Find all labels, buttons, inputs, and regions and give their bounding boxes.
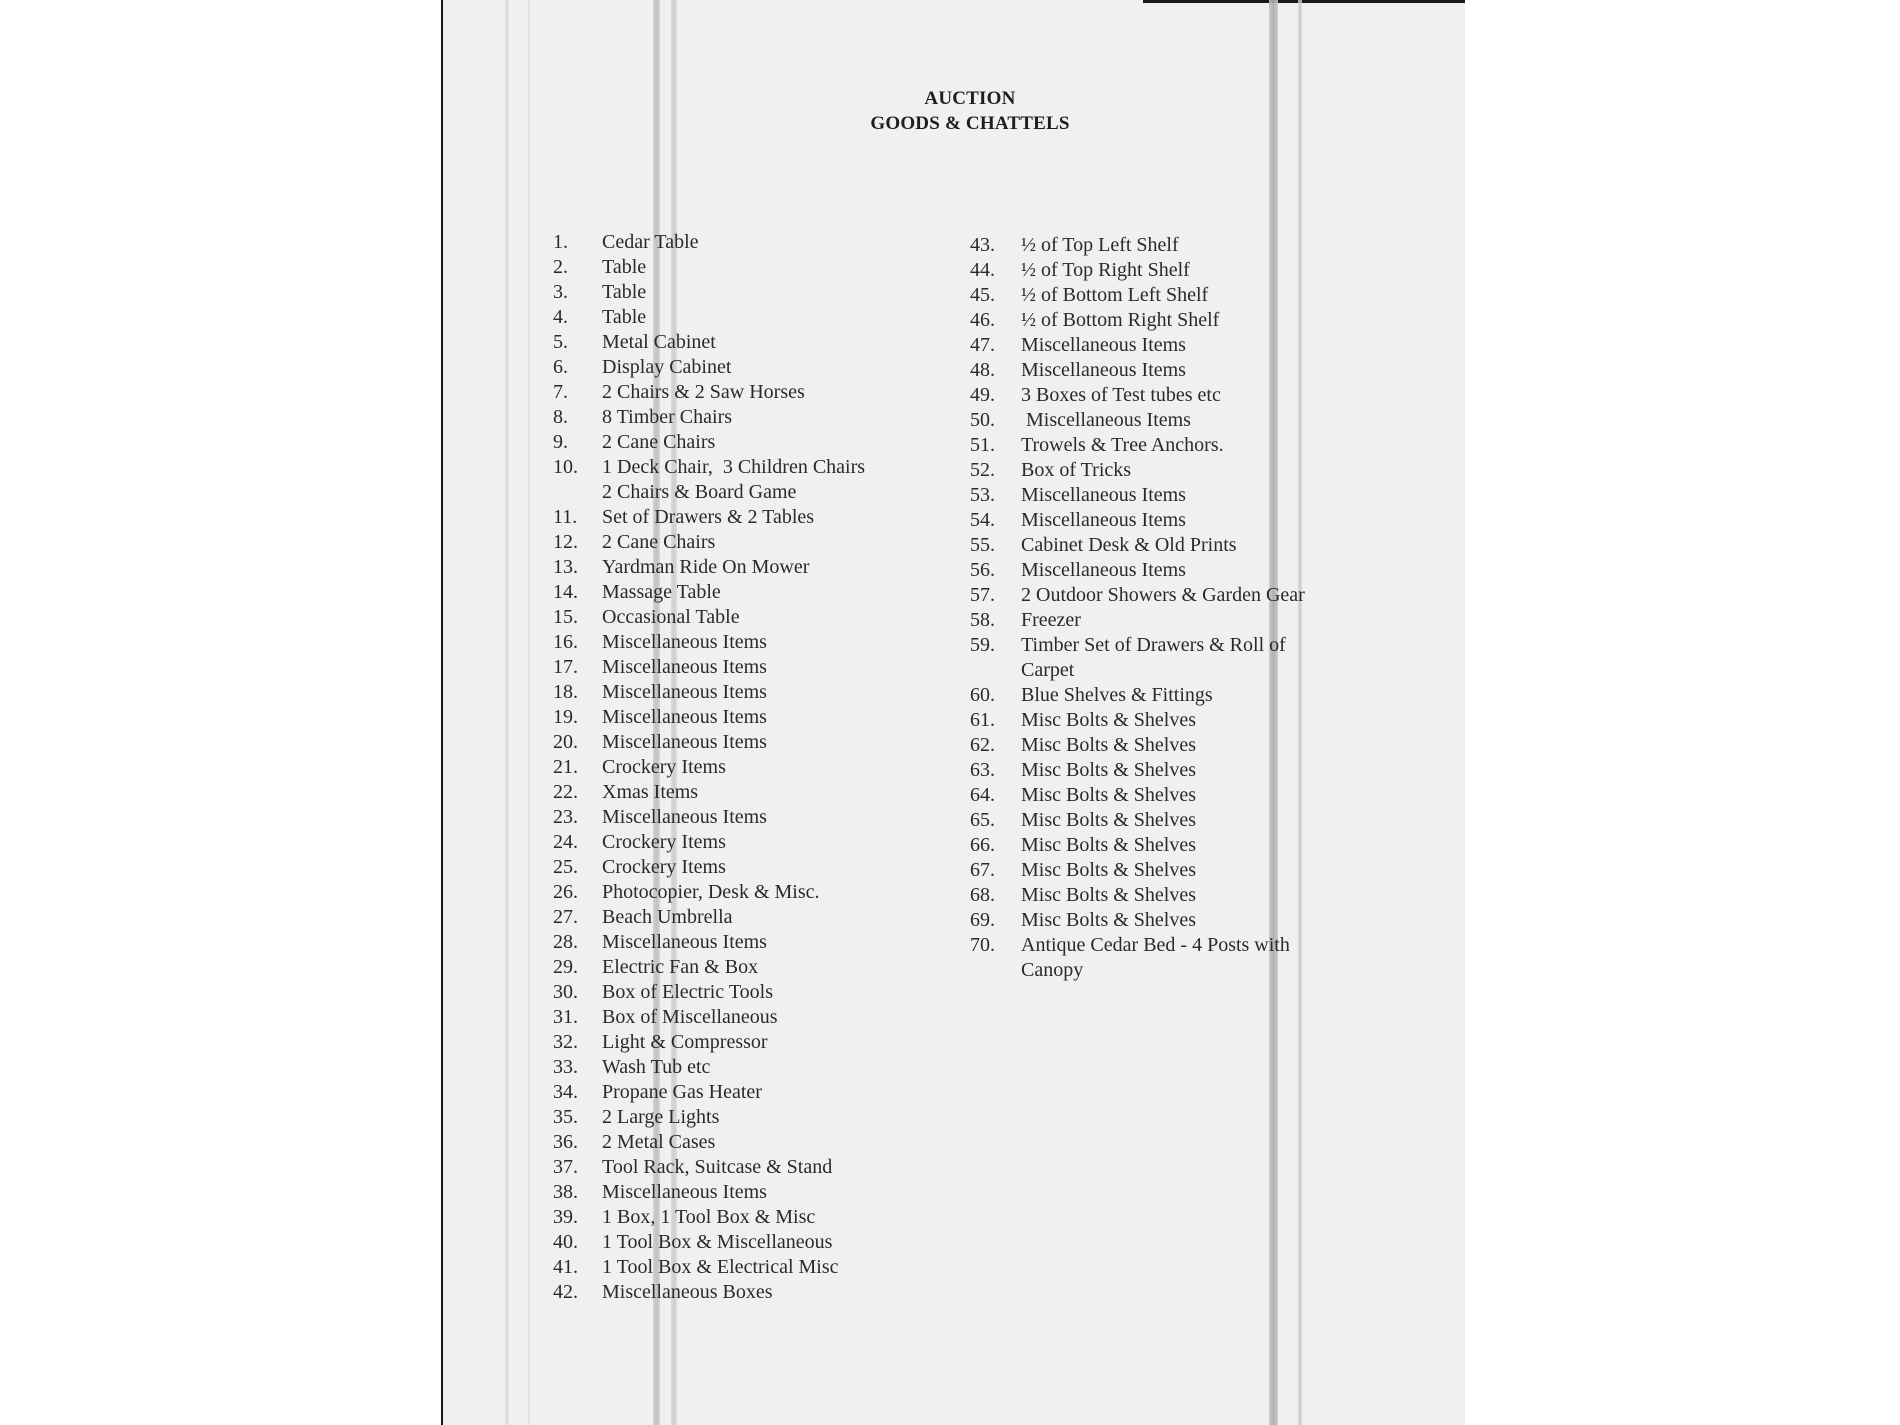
- lot-label: [602, 780, 698, 805]
- lot-label-line: Miscellaneous Items: [602, 706, 767, 728]
- lot-label-line: ½ of Bottom Right Shelf: [1021, 309, 1220, 331]
- lot-label-line: Miscellaneous Items: [602, 681, 767, 703]
- lot-label-line: Wash Tub etc: [602, 1056, 711, 1078]
- lot-label: [602, 880, 820, 905]
- lot-label: [602, 255, 646, 280]
- lot-number: 66.: [970, 834, 995, 856]
- lot-label: [1021, 483, 1186, 508]
- lot-number: 37.: [553, 1156, 578, 1178]
- lot-number: 38.: [553, 1181, 578, 1203]
- lot-number: 39.: [553, 1206, 578, 1228]
- lot-number: 20.: [553, 731, 578, 753]
- lot-label-line: Set of Drawers & 2 Tables: [602, 506, 815, 528]
- lot-label: [1021, 383, 1221, 408]
- lot-label-line: Display Cabinet: [602, 356, 732, 378]
- lot-number: 7.: [553, 381, 568, 403]
- lot-label-line: Antique Cedar Bed - 4 Posts with: [1021, 934, 1290, 956]
- lot-number: 21.: [553, 756, 578, 778]
- lot-number: 54.: [970, 509, 995, 531]
- lot-label-line: 2 Cane Chairs: [602, 431, 716, 453]
- lot-label: [602, 505, 814, 530]
- lot-number: 52.: [970, 459, 995, 481]
- lot-label: [602, 280, 646, 305]
- lot-label-line: 2 Chairs & 2 Saw Horses: [602, 381, 805, 403]
- lot-number: 48.: [970, 359, 995, 381]
- lot-number: 53.: [970, 484, 995, 506]
- lot-label-line: Cedar Table: [602, 231, 699, 253]
- lot-number: 62.: [970, 734, 995, 756]
- lot-number: 58.: [970, 609, 995, 631]
- lot-number: 59.: [970, 634, 995, 656]
- lot-label-line: ½ of Top Left Shelf: [1021, 234, 1179, 256]
- lot-label: [1021, 758, 1196, 783]
- lot-label-line: Crockery Items: [602, 856, 726, 878]
- lot-label-line: 3 Boxes of Test tubes etc: [1021, 384, 1221, 406]
- lot-label-line: Canopy: [1021, 959, 1084, 981]
- lot-label-line: Miscellaneous Items: [1021, 334, 1186, 356]
- lot-number: 63.: [970, 759, 995, 781]
- lot-number: 19.: [553, 706, 578, 728]
- lot-label: [602, 380, 805, 405]
- lot-number: 13.: [553, 556, 578, 578]
- lot-number: 2.: [553, 256, 568, 278]
- lot-label-line: Misc Bolts & Shelves: [1021, 784, 1197, 806]
- lot-label: [1021, 683, 1213, 708]
- lot-number: 22.: [553, 781, 578, 803]
- lot-label: [602, 1155, 832, 1180]
- lot-label-line: Timber Set of Drawers & Roll of: [1021, 634, 1286, 656]
- lot-number: 64.: [970, 784, 995, 806]
- lot-label-line: Miscellaneous Items: [602, 931, 767, 953]
- lot-label-line: Occasional Table: [602, 606, 740, 628]
- lot-label: [1021, 333, 1186, 358]
- lot-label: [1021, 358, 1186, 383]
- lot-label-line: Miscellaneous Items: [1021, 409, 1191, 431]
- lot-label: [602, 655, 767, 680]
- scan-streak: [1269, 0, 1278, 1425]
- lot-label: [602, 855, 726, 880]
- lot-number: 30.: [553, 981, 578, 1003]
- lot-number: 68.: [970, 884, 995, 906]
- lot-label-line: 1 Tool Box & Miscellaneous: [602, 1231, 833, 1253]
- lot-number: 12.: [553, 531, 578, 553]
- lot-label: [1021, 833, 1196, 858]
- lot-number: 67.: [970, 859, 995, 881]
- lot-label: [1021, 708, 1196, 733]
- lot-label: [602, 455, 865, 505]
- lot-label: [1021, 633, 1286, 683]
- lot-number: 49.: [970, 384, 995, 406]
- lot-label: [1021, 808, 1196, 833]
- lot-label: [602, 305, 646, 330]
- lot-number: 9.: [553, 431, 568, 453]
- lot-label-line: Blue Shelves & Fittings: [1021, 684, 1213, 706]
- lot-label: [602, 930, 767, 955]
- lot-label: [1021, 583, 1305, 608]
- lot-label: [1021, 233, 1179, 258]
- lot-label-line: Propane Gas Heater: [602, 1081, 762, 1103]
- lot-label: [1021, 408, 1191, 433]
- lot-number: 40.: [553, 1231, 578, 1253]
- lot-label: [602, 680, 767, 705]
- lot-label-line: Xmas Items: [602, 781, 699, 803]
- lot-label-line: ½ of Top Right Shelf: [1021, 259, 1190, 281]
- lot-label: [602, 530, 715, 555]
- lot-number: 65.: [970, 809, 995, 831]
- lot-label: [1021, 508, 1186, 533]
- lot-label: [602, 580, 721, 605]
- lot-number: 47.: [970, 334, 995, 356]
- lot-label: [1021, 433, 1224, 458]
- lot-number: 56.: [970, 559, 995, 581]
- lot-label-line: Misc Bolts & Shelves: [1021, 809, 1197, 831]
- lot-label: [602, 955, 758, 980]
- lot-number: 18.: [553, 681, 578, 703]
- lot-label: [602, 755, 726, 780]
- lot-label: [602, 830, 726, 855]
- lot-label-line: Freezer: [1021, 609, 1081, 631]
- lot-label-line: Miscellaneous Items: [1021, 359, 1186, 381]
- lot-number: 16.: [553, 631, 578, 653]
- lot-label: [602, 1055, 710, 1080]
- lot-label-line: Metal Cabinet: [602, 331, 716, 353]
- lot-label-line: 2 Cane Chairs: [602, 531, 716, 553]
- lot-label-line: Box of Miscellaneous: [602, 1006, 778, 1028]
- scan-streak: [505, 0, 509, 1425]
- lot-label: [602, 730, 767, 755]
- lot-label-line: Miscellaneous Items: [602, 656, 767, 678]
- lot-label: [1021, 858, 1196, 883]
- lot-label: [602, 1030, 768, 1055]
- lot-label: [602, 355, 731, 380]
- lot-label: [602, 230, 699, 255]
- lot-label-line: Miscellaneous Items: [1021, 559, 1186, 581]
- lot-number: 46.: [970, 309, 995, 331]
- lot-label-line: 2 Metal Cases: [602, 1131, 716, 1153]
- lot-label: [1021, 933, 1290, 983]
- lot-label: [602, 1105, 719, 1130]
- lot-number: 70.: [970, 934, 995, 956]
- lot-label-line: Miscellaneous Items: [602, 806, 767, 828]
- lot-number: 32.: [553, 1031, 578, 1053]
- lot-number: 44.: [970, 259, 995, 281]
- lot-label-line: Table: [602, 281, 647, 303]
- lot-number: 4.: [553, 306, 568, 328]
- lot-number: 1.: [553, 231, 568, 253]
- lot-number: 45.: [970, 284, 995, 306]
- lot-number: 50.: [970, 409, 995, 431]
- lot-label-line: Crockery Items: [602, 756, 726, 778]
- scan-streak: [1298, 0, 1302, 1425]
- lot-label-line: Massage Table: [602, 581, 721, 603]
- lot-label-line: Light & Compressor: [602, 1031, 768, 1053]
- lot-number: 24.: [553, 831, 578, 853]
- lot-label: [602, 605, 740, 630]
- lot-number: 29.: [553, 956, 578, 978]
- lot-number: 55.: [970, 534, 995, 556]
- lot-label-line: Box of Electric Tools: [602, 981, 773, 1003]
- lot-label: [1021, 783, 1196, 808]
- lot-label-line: Trowels & Tree Anchors.: [1021, 434, 1224, 456]
- lot-label: [602, 330, 716, 355]
- lot-label-line: 1 Box, 1 Tool Box & Misc: [602, 1206, 816, 1228]
- lot-label: [602, 980, 773, 1005]
- lot-label-line: Cabinet Desk & Old Prints: [1021, 534, 1237, 556]
- lot-label: [602, 1080, 762, 1105]
- lot-label: [602, 1230, 832, 1255]
- lot-label: [1021, 608, 1081, 633]
- title-line-goods-chattels: GOODS & CHATTELS: [870, 113, 1070, 134]
- lot-number: 26.: [553, 881, 578, 903]
- lot-number: 28.: [553, 931, 578, 953]
- lot-number: 61.: [970, 709, 995, 731]
- lot-label: [1021, 308, 1219, 333]
- lot-label-line: Miscellaneous Items: [1021, 509, 1186, 531]
- scan-streak: [528, 0, 530, 1425]
- lot-label-line: Electric Fan & Box: [602, 956, 759, 978]
- lot-label: [1021, 733, 1196, 758]
- lot-label: [1021, 883, 1196, 908]
- lot-label-line: 2 Outdoor Showers & Garden Gear: [1021, 584, 1305, 606]
- lot-label-line: Photocopier, Desk & Misc.: [602, 881, 820, 903]
- lot-label-line: Misc Bolts & Shelves: [1021, 859, 1197, 881]
- lot-label: [602, 1205, 815, 1230]
- lot-label-line: 1 Tool Box & Electrical Misc: [602, 1256, 839, 1278]
- lot-label-line: Carpet: [1021, 659, 1075, 681]
- lot-number: 11.: [553, 506, 578, 528]
- lot-number: 33.: [553, 1056, 578, 1078]
- lot-number: 34.: [553, 1081, 578, 1103]
- document-title: [443, 86, 1465, 136]
- lot-label-line: Misc Bolts & Shelves: [1021, 759, 1197, 781]
- lot-label-line: Tool Rack, Suitcase & Stand: [602, 1156, 833, 1178]
- lot-number: 5.: [553, 331, 568, 353]
- lot-label-line: Miscellaneous Items: [1021, 484, 1186, 506]
- lot-number: 42.: [553, 1281, 578, 1303]
- lot-label-line: Box of Tricks: [1021, 459, 1132, 481]
- lot-number: 57.: [970, 584, 995, 606]
- lot-label-line: Miscellaneous Boxes: [602, 1281, 773, 1303]
- lot-number: 25.: [553, 856, 578, 878]
- lot-label: [602, 1180, 767, 1205]
- lot-number: 8.: [553, 406, 568, 428]
- lot-label-line: Table: [602, 256, 647, 278]
- lot-number: 10.: [553, 456, 578, 478]
- lot-label-line: Miscellaneous Items: [602, 631, 767, 653]
- lot-number: 31.: [553, 1006, 578, 1028]
- lot-label: [1021, 258, 1190, 283]
- lot-label-line: Miscellaneous Items: [602, 731, 767, 753]
- lot-label: [1021, 533, 1237, 558]
- lot-label: [1021, 458, 1131, 483]
- lot-number: 69.: [970, 909, 995, 931]
- lot-label: [602, 1255, 839, 1280]
- lot-label-line: 1 Deck Chair, 3 Children Chairs: [602, 456, 866, 478]
- lot-number: 6.: [553, 356, 568, 378]
- lot-number: 3.: [553, 281, 568, 303]
- lot-label-line: 2 Chairs & Board Game: [602, 481, 797, 503]
- page-edge-shadow: [1143, 0, 1465, 3]
- lot-number: 51.: [970, 434, 995, 456]
- lot-label-line: Misc Bolts & Shelves: [1021, 909, 1197, 931]
- lot-number: 36.: [553, 1131, 578, 1153]
- lot-number: 35.: [553, 1106, 578, 1128]
- lot-number: 14.: [553, 581, 578, 603]
- lot-number: 15.: [553, 606, 578, 628]
- lot-label-line: Table: [602, 306, 647, 328]
- lot-number: 60.: [970, 684, 995, 706]
- lot-number: 23.: [553, 806, 578, 828]
- lot-label-line: Crockery Items: [602, 831, 726, 853]
- lot-label: [602, 905, 733, 930]
- lot-label: [602, 805, 767, 830]
- lot-label: [1021, 908, 1196, 933]
- lot-label: [602, 555, 809, 580]
- lot-label: [602, 1005, 778, 1030]
- lot-label-line: Misc Bolts & Shelves: [1021, 734, 1197, 756]
- lot-label-line: 8 Timber Chairs: [602, 406, 733, 428]
- lot-label-line: ½ of Bottom Left Shelf: [1021, 284, 1209, 306]
- lot-number: 43.: [970, 234, 995, 256]
- lot-label: [602, 630, 767, 655]
- lot-label: [602, 705, 767, 730]
- lot-label: [1021, 283, 1208, 308]
- lot-label-line: 2 Large Lights: [602, 1106, 720, 1128]
- title-line-auction: AUCTION: [924, 88, 1016, 109]
- lot-label: [602, 430, 715, 455]
- lot-number: 27.: [553, 906, 578, 928]
- lot-label-line: Misc Bolts & Shelves: [1021, 884, 1197, 906]
- lot-label-line: Misc Bolts & Shelves: [1021, 834, 1197, 856]
- scanned-page: [441, 0, 1465, 1425]
- lot-label: [602, 1130, 715, 1155]
- lot-label-line: Miscellaneous Items: [602, 1181, 767, 1203]
- lot-label: [602, 1280, 773, 1305]
- lot-number: 17.: [553, 656, 578, 678]
- lot-number: 41.: [553, 1256, 578, 1278]
- lot-label: [1021, 558, 1186, 583]
- lot-label-line: Misc Bolts & Shelves: [1021, 709, 1197, 731]
- lot-label-line: Yardman Ride On Mower: [602, 556, 810, 578]
- lot-label: [602, 405, 732, 430]
- lot-label-line: Beach Umbrella: [602, 906, 733, 928]
